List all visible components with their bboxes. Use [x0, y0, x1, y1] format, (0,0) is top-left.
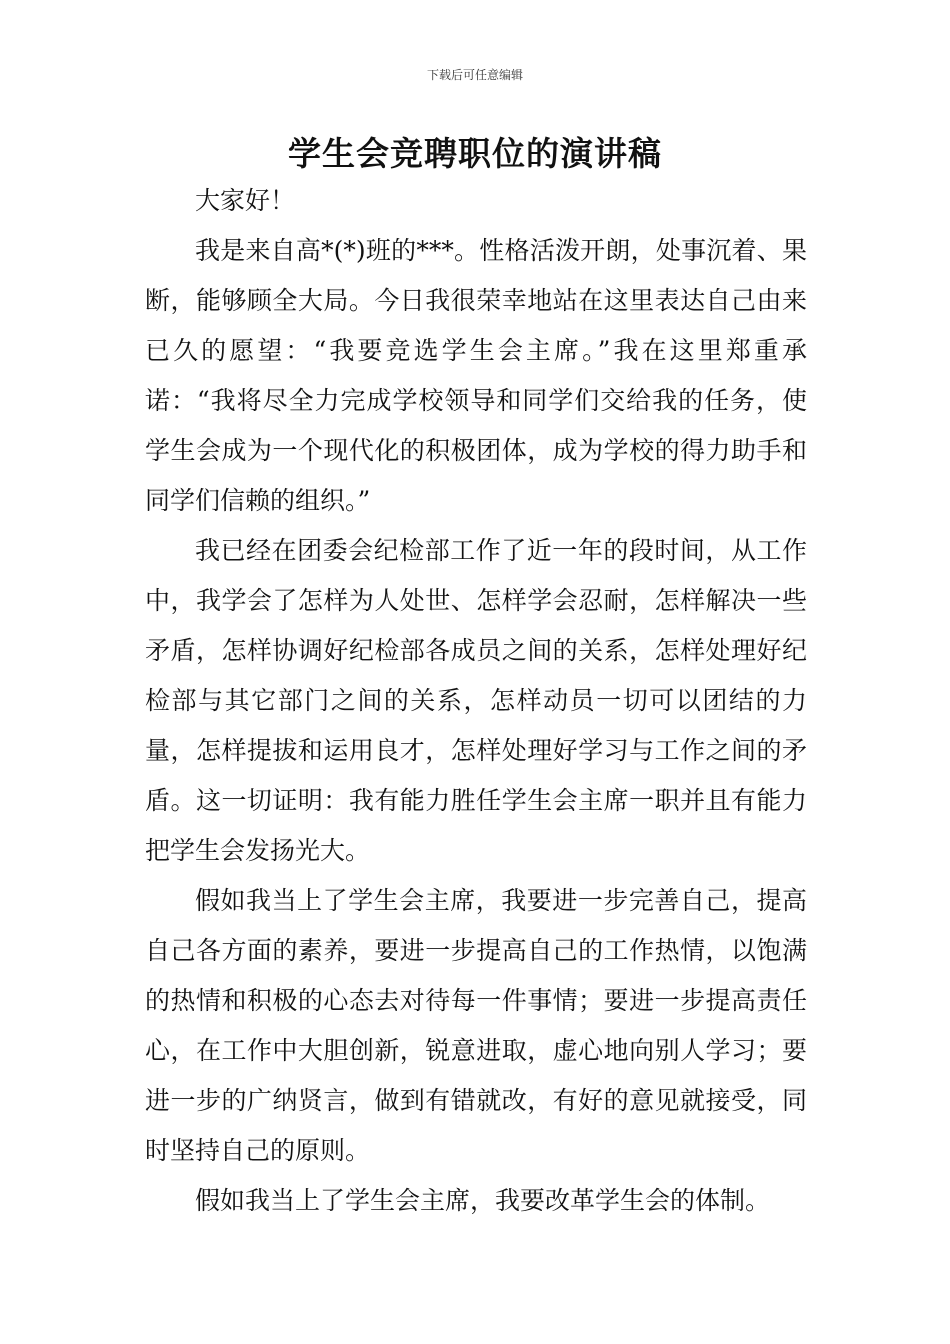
greeting: 大家好！ [195, 186, 296, 215]
paragraph-intro: 我是来自高*(*)班的***。性格活泼开朗，处事沉着、果断，能够顾全大局。今日我很荣幸地站在这里表达自己由来已久的愿望：“我要竞选学生会主席。”我在这里郑重承诺：“我将尽全力完成学校领导和同学们交给我的任务，使学生会成为一个现代化的积极团体，成为学校的得力助手和同学们信赖的组织。” [145, 236, 807, 515]
paragraph-reform: 假如我当上了学生会主席，我要改革学生会的体制。 [195, 1186, 771, 1215]
paragraph-experience: 我已经在团委会纪检部工作了近一年的段时间，从工作中，我学会了怎样为人处世、怎样学会忍耐，怎样解决一些矛盾，怎样协调好纪检部各成员之间的关系，怎样处理好纪检部与其它部门之间的关系，怎样动员一切可以团结的力量，怎样提拔和运用良才，怎样处理好学习与工作之间的矛盾。这一切证明：我有能力胜任学生会主席一职并且有能力把学生会发扬光大。 [145, 536, 807, 865]
document-title: 学生会竞聘职位的演讲稿 [288, 134, 662, 173]
paragraph-self-improvement: 假如我当上了学生会主席，我要进一步完善自己，提高自己各方面的素养，要进一步提高自己的工作热情，以饱满的热情和积极的心态去对待每一件事情；要进一步提高责任心，在工作中大胆创新，锐意进取，虚心地向别人学习；要进一步的广纳贤言，做到有错就改，有好的意见就接受，同时坚持自己的原则。 [145, 886, 807, 1165]
document-body [145, 176, 807, 1226]
header-note: 下载后可任意编辑 [426, 68, 523, 82]
